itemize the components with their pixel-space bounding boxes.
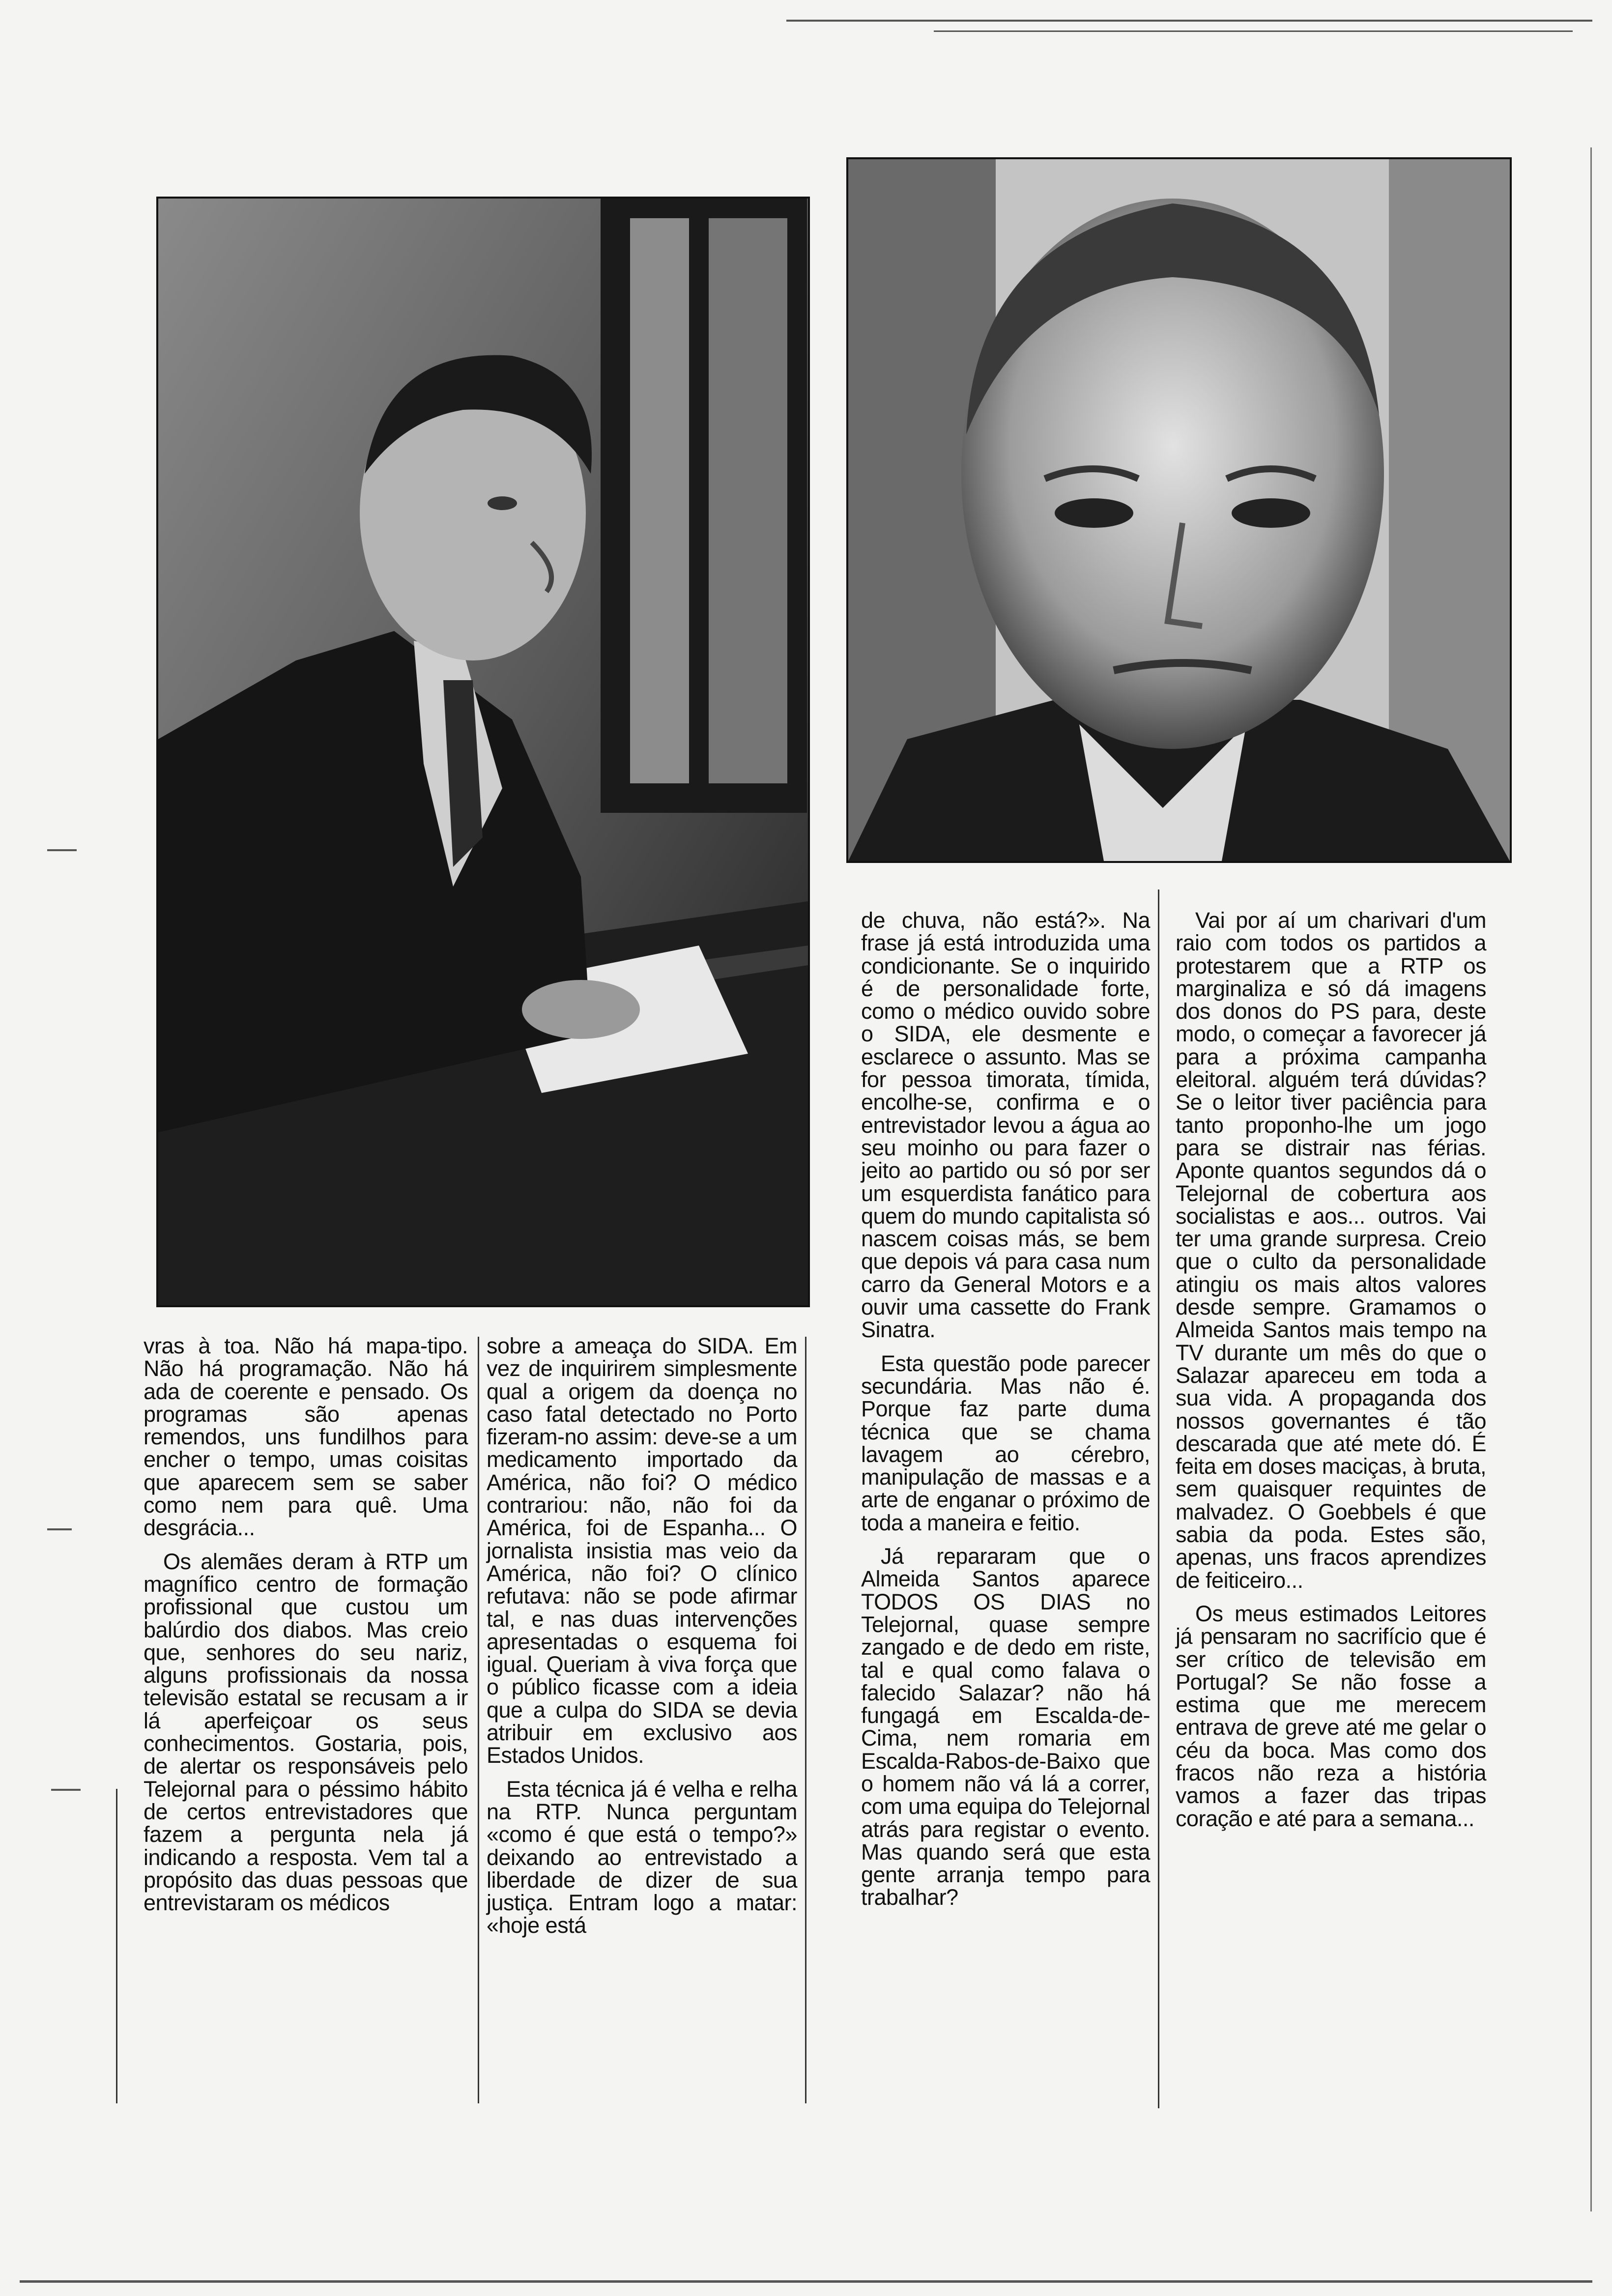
paragraph: Vai por aí um charivari d'um raio com todos os partidos a protestarem que a RTP os marginaliza e só dá imagens dos donos do PS para, deste modo, o começar a favorecer já para a próxima campanha eleitoral. alguém terá dúvidas? Se o leitor tiver paciência para tanto proponho-lhe um jogo para se distrair nas férias. Aponte quantos segundos dá o Telejornal de cobertura aos socialistas e aos... outros. Vai ter uma grande surpresa. Creio que o culto da personalidade atingiu os mais altos valores desde sempre. Gramamos o Almeida Santos mais tempo na TV durante um mês do que o Salazar apareceu em toda a sua vida. A propaganda dos nossos governantes é tão descarada que até mete dó. É feita em doses maciças, à bruta, sem quaisquer requintes de malvadez. O Goebbels é que sabia da poda. Estes são, apenas, uns fracos aprendizes de feiticeiro... (1176, 908, 1486, 1593)
paragraph: sobre a ameaça do SIDA. Em vez de inquirirem simplesmente qual a origem da doença no caso fatal detectado no Porto fizeram-no assim: deve-se a um medicamento importado da América, não foi? O médico contrariou: não, não foi da América, foi de Espanha... O jornalista insistia mas veio da América, não foi? O clínico refutava: não se pode afirmar tal, e nas duas intervenções apresentadas o esquema foi igual. Queriam à viva força que o público ficasse com a ideia que a culpa do SIDA se devia atribuir em exclusivo aos Estados Unidos. (487, 1333, 797, 1768)
paragraph: Esta técnica já é velha e relha na RTP. Nunca perguntam «como é que está o tempo?» deixando ao entrevistado a liberdade de dizer de sua justiça. Entram logo a matar: «hoje está (487, 1776, 797, 1938)
article-column-1 (144, 1335, 468, 1925)
paragraph: Esta questão pode parecer secundária. Mas não é. Porque faz parte duma técnica que se chama lavagem ao cérebro, manipulação de massas e a arte de enganar o próximo de toda a maneira e feitio. (861, 1350, 1150, 1535)
column-rule-1 (478, 1337, 479, 2103)
paragraph: Os meus estimados Leitores já pensaram no sacrifício que é ser crítico de televisão em Portugal? Se não fosse a estima que me merecem entrava de greve até me gelar o céu da boca. Mas como dos fracos não reza a história vamos a fazer das tripas coração e até para a semana... (1176, 1601, 1486, 1831)
scan-mark-left-2 (47, 1528, 72, 1530)
scan-edge-top (786, 20, 1592, 22)
scan-edge-top-2 (934, 30, 1573, 32)
article-column-3 (861, 909, 1150, 1920)
column-rule-3 (1158, 890, 1159, 2108)
scan-edge-right (1590, 147, 1592, 2211)
column-rule-2 (805, 1337, 806, 2103)
scan-mark-left-1 (47, 849, 77, 851)
scan-mark-left-3 (51, 1789, 81, 1791)
paragraph: vras à toa. Não há mapa-tipo. Não há programação. Não há ada de coerente e pensado. Os programas são apenas remendos, uns fundilhos para encher o tempo, umas coisitas que aparecem sem se saber como nem para quê. Uma desgrácia... (144, 1333, 468, 1541)
paragraph: Já repararam que o Almeida Santos aparece TODOS OS DIAS no Telejornal, quase sempre zangado e de dedo em riste, tal e qual como falava o falecido Salazar? não há fungagá em Escalda-de-Cima, nem romaria em Escalda-Rabos-de-Baixo que o homem não vá lá a correr, com uma equipa do Telejornal atrás para registar o evento. Mas quando será que esta gente arranja tempo para trabalhar? (861, 1544, 1150, 1910)
article-column-4 (1176, 909, 1486, 1841)
photo-left (156, 197, 810, 1307)
article-column-2 (487, 1335, 797, 1948)
column-rule-left-edge (116, 1789, 117, 2103)
paragraph: Os alemães deram à RTP um magnífico centro de formação profissional que custou um balúrdio dos diabos. Mas creio que, senhores do seu nariz, alguns profissionais da nossa televisão estatal se recusam a ir lá aperfeiçoar os seus conhecimentos. Gostaria, pois, de alertar os responsáveis pelo Telejornal para o péssimo hábito de certos entrevistadores que fazem a pergunta nela já indicando a resposta. Vem tal a propósito das duas pessoas que entrevistaram os médicos (144, 1549, 468, 1916)
photo-man-seated-at-desk-icon (158, 199, 808, 1305)
paragraph: de chuva, não está?». Na frase já está introduzida uma condicionante. Se o inquirido é de personalidade forte, como o médico ouvido sobre o SIDA, ele desmente e esclarece o assunto. Mas se for pessoa timorata, tímida, encolhe-se, confirma e o entrevistador levou a água ao seu moinho ou para fazer o jeito ao partido ou só por ser um esquerdista fanático para quem do mundo capitalista só nascem coisas más, se bem que depois vá para casa num carro da General Motors e a ouvir uma cassette do Frank Sinatra. (861, 908, 1150, 1343)
scan-edge-bottom (20, 2280, 1592, 2283)
photo-right (846, 157, 1512, 863)
photo-man-portrait-icon (848, 159, 1510, 861)
